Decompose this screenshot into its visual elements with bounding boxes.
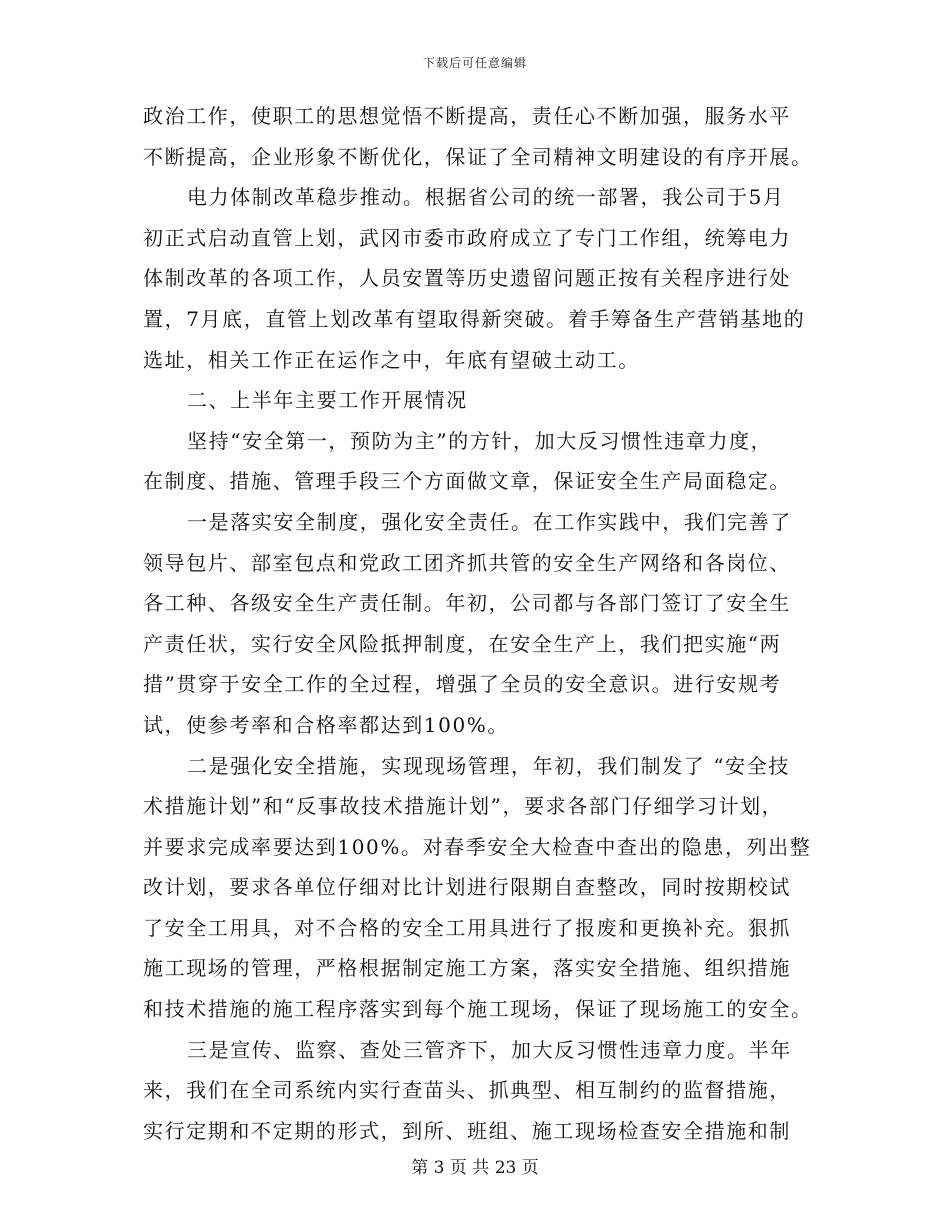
section-heading: 二、上半年主要工作开展情况 [187,388,468,413]
text-line: 来，我们在全司系统内实行查苗头、抓典型、相互制约的监督措施， [143,1078,791,1103]
text-line: 施工现场的管理，严格根据制定施工方案，落实安全措施、组织措施 [143,956,791,981]
text-line: 了安全工用具，对不合格的安全工用具进行了报废和更换补充。狠抓 [143,915,791,940]
text-line: 措”贯穿于安全工作的全过程，增强了全员的安全意识。进行安规考 [143,672,782,697]
document-body [143,96,815,1151]
page-footer: 第 3 页 共 23 页 [411,1158,539,1178]
text-line: 术措施计划”和“反事故技术措施计划”，要求各部门仔细学习计划， [143,794,784,819]
text-line: 领导包片、部室包点和党政工团齐抓共管的安全生产网络和各岗位、 [143,550,791,575]
text-line: 各工种、各级安全生产责任制。年初，公司都与各部门签订了安全生 [143,591,791,616]
text-line: 置，7月底，直管上划改革有望取得新突破。着手筹备生产营销基地的 [143,306,806,331]
text-line: 一是落实安全制度，强化安全责任。在工作实践中，我们完善了 [187,509,792,534]
text-line: 实行定期和不定期的形式，到所、班组、施工现场检查安全措施和制 [143,1118,791,1143]
page-header: 下载后可任意编辑 [422,56,527,70]
text-line: 电力体制改革稳步推动。根据省公司的统一部署，我公司于5月 [187,185,785,210]
text-line: 选址，相关工作正在运作之中，年底有望破土动工。 [143,347,640,372]
text-line: 并要求完成率要达到100%。对春季安全大检查中查出的隐患，列出整 [143,834,812,859]
text-line: 和技术措施的施工程序落实到每个施工现场，保证了现场施工的安全。 [143,997,813,1022]
text-line: 改计划，要求各单位仔细对比计划进行限期自查整改，同时按期校试 [143,875,791,900]
text-line: 产责任状，实行安全风险抵押制度，在安全生产上，我们把实施“两 [143,631,782,656]
text-line: 政治工作，使职工的思想觉悟不断提高，责任心不断加强，服务水平 [143,104,791,128]
text-line: 坚持“安全第一，预防为主”的方针，加大反习惯性违章力度， [187,428,773,453]
text-line: 试，使参考率和合格率都达到100%。 [143,712,509,737]
text-line: 三是宣传、监察、查处三管齐下，加大反习惯性违章力度。半年 [187,1037,792,1062]
text-line: 不断提高，企业形象不断优化，保证了全司精神文明建设的有序开展。 [143,144,813,169]
text-line: 在制度、措施、管理手段三个方面做文章，保证安全生产局面稳定。 [143,469,791,494]
text-line: 二是强化安全措施，实现现场管理，年初，我们制发了 “安全技 [187,753,790,778]
text-line: 初正式启动直管上划，武冈市委市政府成立了专门工作组，统筹电力 [143,225,791,250]
text-line: 体制改革的各项工作，人员安置等历史遗留问题正按有关程序进行处 [143,266,791,291]
